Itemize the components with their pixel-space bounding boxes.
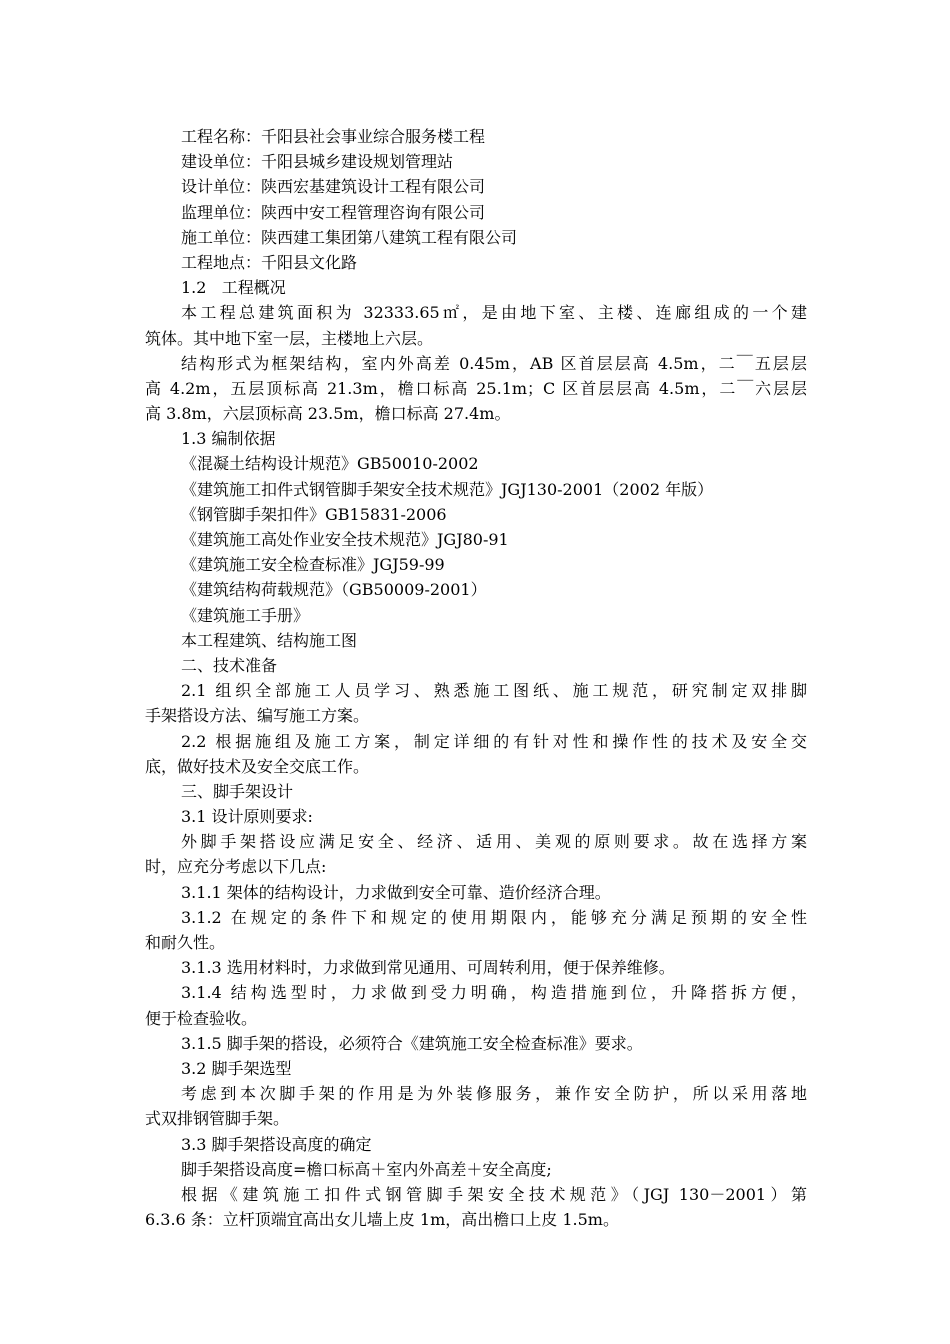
- text-line: 2.2 根据施组及施工方案，制定详细的有针对性和操作性的技术及安全交: [181, 731, 807, 751]
- text-line: 底，做好技术及安全交底工作。: [145, 756, 370, 776]
- text-line: 3.1 设计原则要求:: [181, 807, 313, 827]
- text-line: 和耐久性。: [145, 933, 226, 952]
- text-line: 三、脚手架设计: [181, 781, 294, 801]
- text-line: 便于检查验收。: [145, 1008, 258, 1028]
- text-line: 建设单位：千阳县城乡建设规划管理站: [181, 152, 454, 172]
- text-line: 工程地点：千阳县文化路: [181, 252, 358, 272]
- text-line: 本工程建筑、结构施工图: [181, 630, 358, 650]
- text-line: 脚手架搭设高度=檐口标高＋室内外高差＋安全高度;: [181, 1159, 552, 1179]
- text-line: 3.1.1 架体的结构设计，力求做到安全可靠、造价经济合理。: [181, 882, 611, 902]
- text-line: 筑体。其中地下室一层，主楼地上六层。: [145, 328, 434, 348]
- text-line: 3.1.2 在规定的条件下和规定的使用期限内，能够充分满足预期的安全性: [181, 907, 807, 927]
- text-line: 1.3 编制依据: [181, 429, 276, 449]
- document-body: [145, 124, 807, 1232]
- text-line: 施工单位：陕西建工集团第八建筑工程有限公司: [181, 227, 518, 247]
- text-line: 高 3.8m，六层顶标高 23.5m，檐口标高 27.4m。: [145, 404, 511, 424]
- text-line: 《建筑施工手册》: [181, 605, 310, 625]
- text-line: 设计单位：陕西宏基建筑设计工程有限公司: [181, 177, 486, 197]
- text-line: 考虑到本次脚手架的作用是为外装修服务，兼作安全防护，所以采用落地: [181, 1084, 807, 1104]
- text-line: 结构形式为框架结构，室内外高差 0.45m，AB 区首层层高 4.5m，二￣五层层: [181, 353, 807, 373]
- text-line: 《混凝土结构设计规范》GB50010-2002: [181, 454, 479, 474]
- text-line: 根据《建筑施工扣件式钢管脚手架安全技术规范》（JGJ 130－2001）第: [181, 1184, 807, 1204]
- text-line: 《建筑结构荷载规范》（GB50009-2001）: [181, 580, 487, 600]
- text-line: 监理单位：陕西中安工程管理咨询有限公司: [181, 202, 486, 222]
- text-line: 3.1.4 结构选型时，力求做到受力明确，构造措施到位，升降搭拆方便，: [181, 983, 807, 1003]
- text-line: 时，应充分考虑以下几点:: [145, 857, 327, 877]
- text-line: 3.1.5 脚手架的搭设，必须符合《建筑施工安全检查标准》要求。: [181, 1033, 643, 1053]
- text-line: 1.2 工程概况: [181, 278, 286, 298]
- text-line: 工程名称：千阳县社会事业综合服务楼工程: [181, 127, 486, 146]
- text-line: 《建筑施工安全检查标准》JGJ59-99: [181, 555, 445, 575]
- text-line: 《建筑施工高处作业安全技术规范》JGJ80-91: [181, 530, 509, 549]
- text-line: 二、技术准备: [181, 655, 278, 675]
- text-line: 手架搭设方法、编写施工方案。: [145, 706, 370, 726]
- text-line: 3.1.3 选用材料时，力求做到常见通用、可周转利用，便于保养维修。: [181, 958, 675, 978]
- text-line: 外脚手架搭设应满足安全、经济、适用、美观的原则要求。故在选择方案: [181, 832, 807, 852]
- text-line: 6.3.6 条：立杆顶端宜高出女儿墙上皮 1m，高出檐口上皮 1.5m。: [145, 1210, 619, 1230]
- text-line: 本工程总建筑面积为 32333.65㎡，是由地下室、主楼、连廊组成的一个建: [181, 303, 807, 323]
- text-line: 2.1 组织全部施工人员学习、熟悉施工图纸、施工规范，研究制定双排脚: [181, 681, 807, 701]
- text-line: 《建筑施工扣件式钢管脚手架安全技术规范》JGJ130-2001（2002 年版）: [181, 479, 714, 499]
- text-line: 3.2 脚手架选型: [181, 1058, 292, 1078]
- text-line: 3.3 脚手架搭设高度的确定: [181, 1134, 372, 1154]
- text-line: 高 4.2m，五层顶标高 21.3m，檐口标高 25.1m；C 区首层层高 4.5m，二￣六层层: [145, 378, 807, 398]
- text-line: 式双排钢管脚手架。: [145, 1109, 290, 1129]
- text-line: 《钢管脚手架扣件》GB15831-2006: [181, 504, 447, 524]
